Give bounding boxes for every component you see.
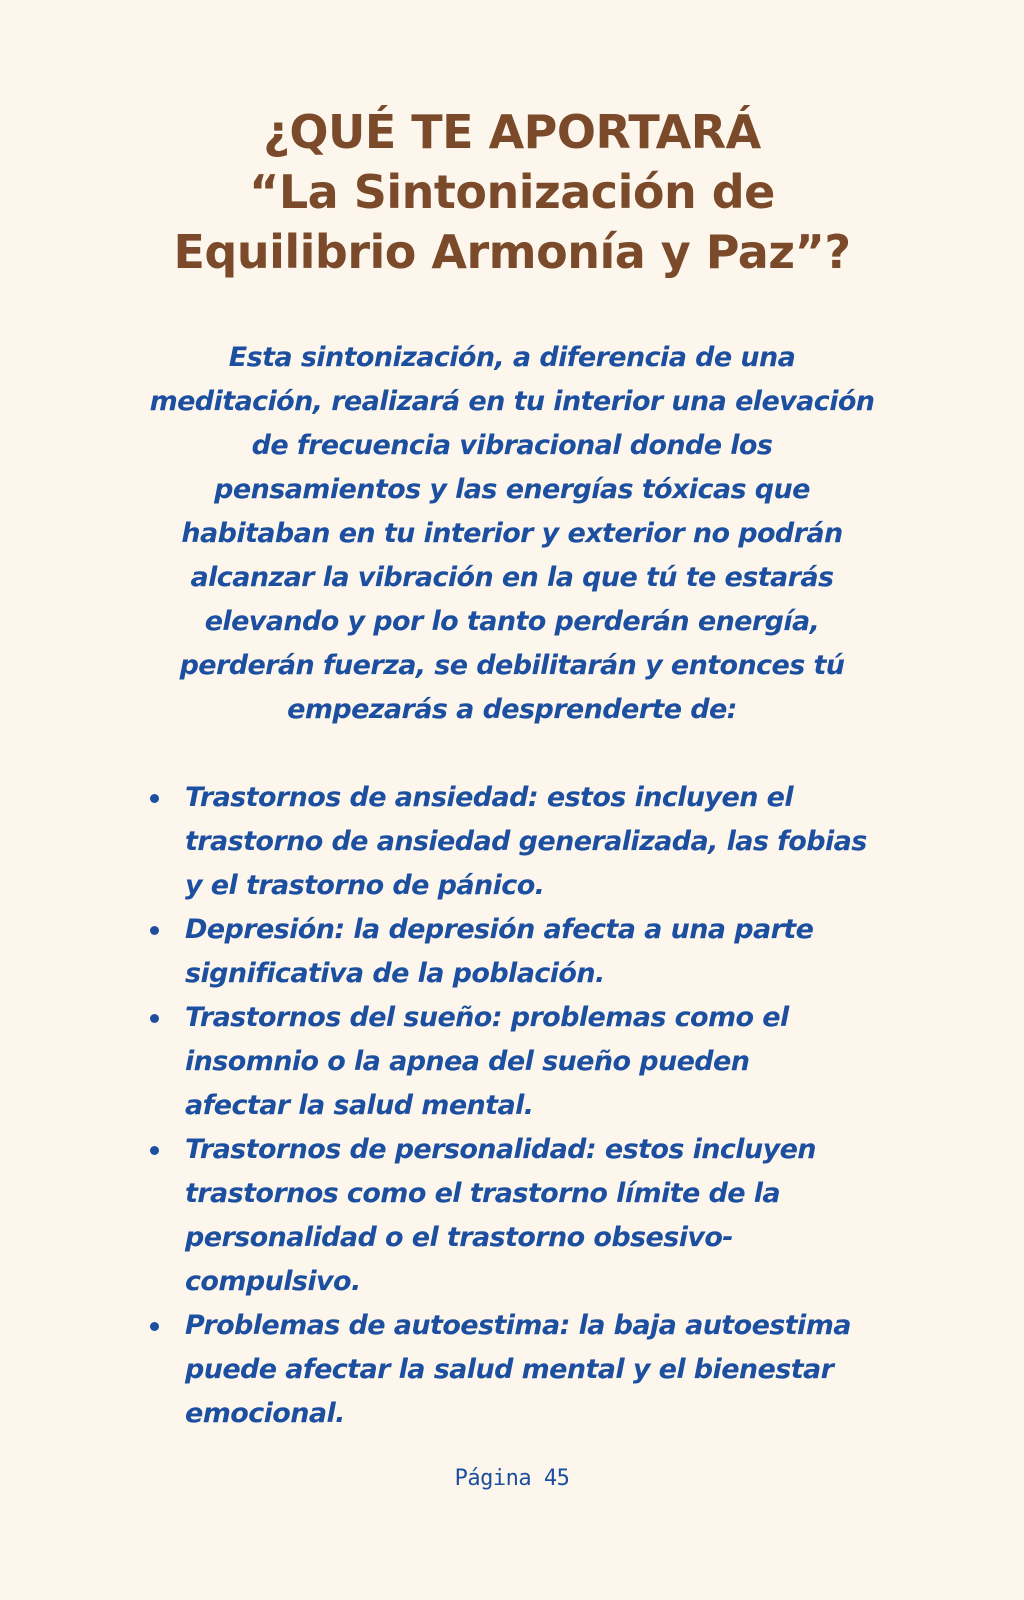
list-item-line: Trastornos del sueño: problemas como el bbox=[185, 1002, 789, 1033]
title-line-3: Equilibrio Armonía y Paz”? bbox=[173, 225, 851, 279]
intro-line: meditación, realizará en tu interior una elevación bbox=[149, 386, 875, 417]
bullet-icon bbox=[150, 1322, 159, 1331]
intro-line: pensamientos y las energías tóxicas que bbox=[214, 474, 810, 505]
intro-line: elevando y por lo tanto perderán energía, bbox=[204, 606, 820, 637]
list-item-line: personalidad o el trastorno obsesivo- bbox=[185, 1222, 733, 1253]
list-item-line: Problemas de autoestima: la baja autoestima bbox=[185, 1310, 851, 1341]
intro-line: de frecuencia vibracional donde los bbox=[251, 430, 773, 461]
list-item-line: trastornos como el trastorno límite de la bbox=[185, 1178, 781, 1209]
intro-line: empezarás a desprenderte de: bbox=[287, 694, 737, 725]
list-item-personalidad bbox=[150, 1128, 910, 1304]
intro-line: habitaban en tu interior y exterior no podrán bbox=[181, 518, 843, 549]
intro-line: alcanzar la vibración en la que tú te estarás bbox=[190, 562, 834, 593]
title-line-1: ¿QUÉ TE APORTARÁ bbox=[263, 105, 761, 159]
list-item-line: trastorno de ansiedad generalizada, las fobias bbox=[185, 826, 867, 857]
page-number: Página 45 bbox=[454, 1466, 570, 1491]
list-item-line: significativa de la población. bbox=[185, 958, 605, 989]
intro-paragraph bbox=[120, 336, 904, 732]
list-item-line: y el trastorno de pánico. bbox=[185, 870, 545, 901]
bullet-icon bbox=[150, 1146, 159, 1155]
intro-line: Esta sintonización, a diferencia de una bbox=[228, 342, 796, 373]
title-line-2: “La Sintonización de bbox=[249, 165, 775, 219]
list-item-autoestima bbox=[150, 1304, 910, 1436]
bullet-icon bbox=[150, 926, 159, 935]
list-item-line: Depresión: la depresión afecta a una parte bbox=[185, 914, 814, 945]
bullet-icon bbox=[150, 794, 159, 803]
bullet-icon bbox=[150, 1014, 159, 1023]
list-item-line: afectar la salud mental. bbox=[185, 1090, 534, 1121]
list-item-line: emocional. bbox=[185, 1398, 345, 1429]
list-item-line: Trastornos de personalidad: estos incluyen bbox=[185, 1134, 816, 1165]
symptom-list bbox=[150, 776, 910, 1436]
list-item-depresion bbox=[150, 908, 910, 996]
list-item-line: compulsivo. bbox=[185, 1266, 361, 1297]
intro-line: perderán fuerza, se debilitarán y entonces tú bbox=[179, 650, 845, 681]
list-item-line: insomnio o la apnea del sueño pueden bbox=[185, 1046, 750, 1077]
list-item-line: Trastornos de ansiedad: estos incluyen el bbox=[185, 782, 794, 813]
list-item-ansiedad bbox=[150, 776, 910, 908]
list-item-line: puede afectar la salud mental y el bienestar bbox=[185, 1354, 834, 1385]
page-title bbox=[0, 102, 1024, 282]
list-item-sueno bbox=[150, 996, 910, 1128]
